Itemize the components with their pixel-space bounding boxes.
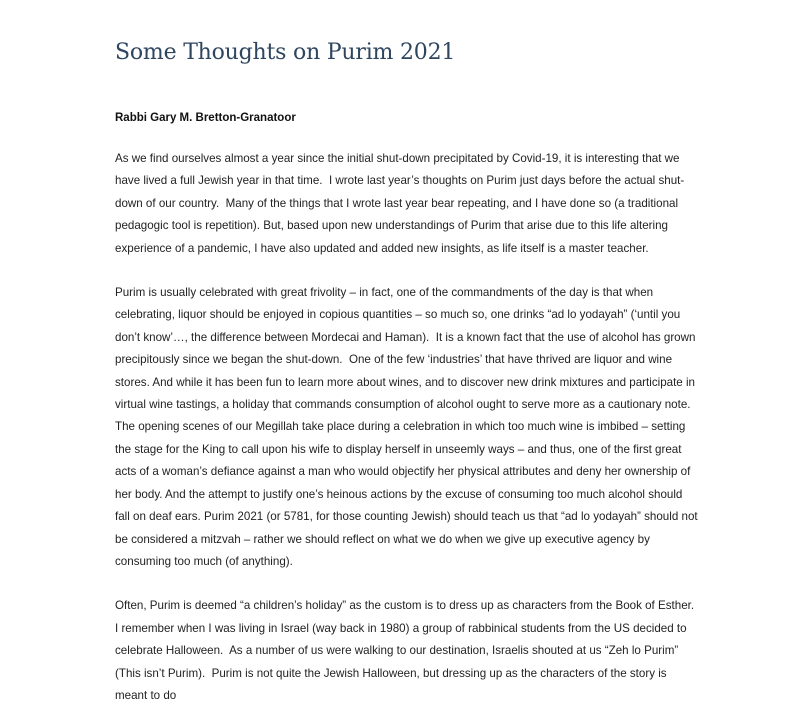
paragraph-1: As we find ourselves almost a year since the initial shut-down precipitated by Covid-19, it is interesting that we have lived a full Jewish year in that time. I wrote last year’s thoughts on Purim just days before the actual shut-down of our country. Many of the things that I wrote last year bear repeating, and I have done so (a traditional pedagogic tool is repetition). But, based upon new understandings of Purim that arise due to this life altering experience of a pandemic, I have also updated and added new insights, as life itself is a master teacher. [115, 152, 685, 255]
paragraph-2: Purim is usually celebrated with great frivolity – in fact, one of the commandments of the day is that when celebrating, liquor should be enjoyed in copious quantities – so much so, one drinks “ad lo yodayah” (‘until you don’t know’…, the difference between Mordecai and Haman). It is a known fact that the use of alcohol has grown precipitously since we began the shut-down. One of the few ‘industries’ that have thrived are liquor and wine stores. And while it has been fun to learn more about wines, and to discover new drink mixtures and participate in virtual wine tastings, a holiday that commands consumption of alcohol ought to serve more as a cautionary note. The opening scenes of our Megillah take place during a celebration in which too much wine is imbibed – setting the stage for the King to call upon his wife to display herself in unseemly ways – and thus, one of the first great acts of a woman’s defiance against a man who would objectify her physical attributes and deny her ownership of her body. And the attempt to justify one’s heinous actions by the excuse of consuming too much alcohol should fall on deaf ears. Purim 2021 (or 5781, for those counting Jewish) should teach us that “ad lo yodayah” should not be considered a mitzvah – rather we should reflect on what we do when we give up executive agency by consuming too much (of anything). [115, 286, 701, 568]
paragraph-3: Often, Purim is deemed “a children’s holiday” as the custom is to dress up as characters from the Book of Esther. I remember when I was living in Israel (way back in 1980) a group of rabbinical students from the US decided to celebrate Halloween. As a number of us were walking to our destination, Israelis shouted at us “Zeh lo Purim” (This isn’t Purim). Purim is not quite the Jewish Halloween, but dressing up as the characters of the story is meant to do [115, 599, 701, 702]
document-title: Some Thoughts on Purim 2021 [115, 40, 456, 65]
document-author: Rabbi Gary M. Bretton-Granatoor [115, 112, 296, 124]
